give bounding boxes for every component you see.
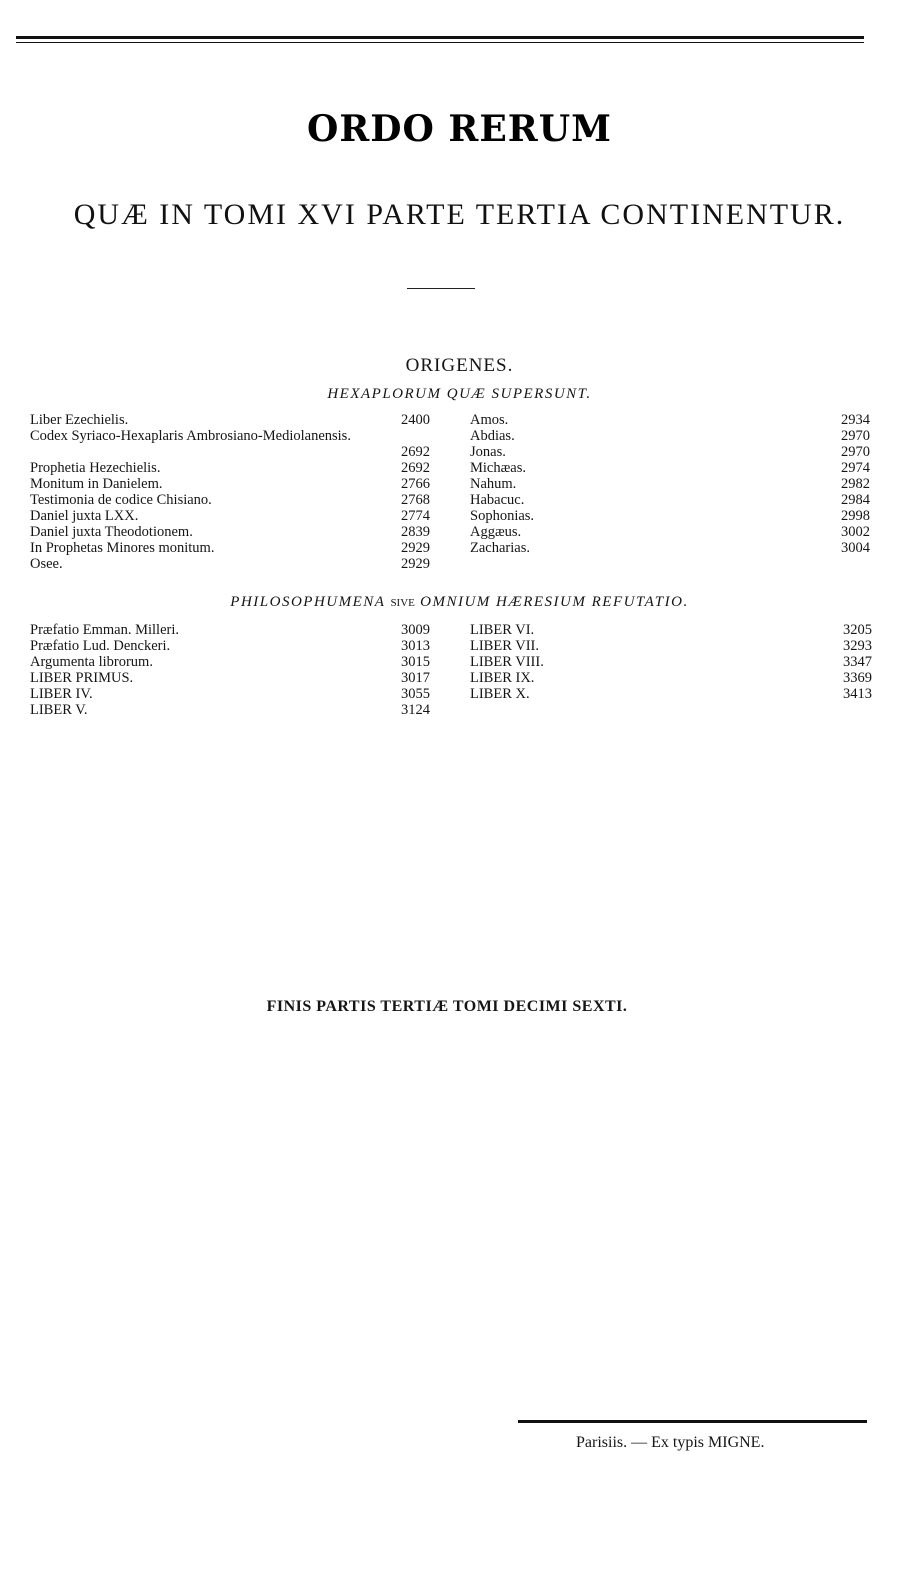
toc-entry[interactable] [30,460,430,476]
entry-label: Amos. [470,412,509,428]
entry-page: 2998 [841,508,870,524]
entry-page: 2982 [841,476,870,492]
entry-label: Testimonia de codice Chisiano. [30,492,212,508]
philosophumena-right-column [470,622,872,702]
entry-label: LIBER IX. [470,670,535,686]
entry-label: Prophetia Hezechielis. [30,460,161,476]
toc-entry[interactable] [30,686,430,702]
entry-label: Daniel juxta Theodotionem. [30,524,193,540]
toc-entry[interactable] [470,412,870,428]
entry-page: 3015 [401,654,430,670]
entry-page: 3369 [843,670,872,686]
heading-part-2: OMNIUM HÆRESIUM REFUTATIO. [420,594,689,610]
entry-label: LIBER VI. [470,622,535,638]
toc-entry[interactable] [30,508,430,524]
toc-entry[interactable] [30,702,430,718]
toc-entry[interactable] [470,654,872,670]
toc-entry[interactable] [30,622,430,638]
entry-page: 3009 [401,622,430,638]
hexapla-left-column [30,412,430,572]
toc-entry[interactable] [470,492,870,508]
toc-entry[interactable] [470,444,870,460]
toc-entry[interactable] [470,460,870,476]
entry-page: 2929 [401,556,430,572]
entry-label: Monitum in Danielem. [30,476,163,492]
entry-label: Abdias. [470,428,515,444]
entry-label: Habacuc. [470,492,525,508]
entry-page: 2774 [401,508,430,524]
entry-page: 3413 [843,686,872,702]
entry-label: LIBER VIII. [470,654,544,670]
entry-page: 3002 [841,524,870,540]
entry-label: Liber Ezechielis. [30,412,129,428]
toc-entry[interactable] [470,524,870,540]
short-divider [407,288,475,289]
entry-page: 2984 [841,492,870,508]
entry-label: LIBER VII. [470,638,540,654]
entry-page: 2970 [841,428,870,444]
toc-entry[interactable] [470,476,870,492]
entry-label: Nahum. [470,476,517,492]
toc-entry[interactable] [30,556,430,572]
toc-entry[interactable] [470,428,870,444]
entry-label: Sophonias. [470,508,535,524]
entry-label: LIBER X. [470,686,530,702]
toc-entry[interactable] [470,686,872,702]
entry-label: Jonas. [470,444,506,460]
entry-label: In Prophetas Minores monitum. [30,540,215,556]
entry-page: 3013 [401,638,430,654]
toc-entry[interactable] [470,670,872,686]
hexapla-section-heading: HEXAPLORUM QUÆ SUPERSUNT. [327,386,592,402]
toc-entry[interactable] [470,638,872,654]
toc-entry[interactable] [30,524,430,540]
toc-entry[interactable] [30,654,430,670]
entry-label: Codex Syriaco-Hexaplaris Ambrosiano-Mediolanensis. [30,428,351,444]
entry-page: 2970 [841,444,870,460]
entry-label: Michæas. [470,460,526,476]
entry-page: 2839 [401,524,430,540]
page-title: ORDO RERUM [307,108,612,150]
entry-label: Præfatio Emman. Milleri. [30,622,180,638]
toc-entry[interactable] [30,670,430,686]
entry-label: LIBER IV. [30,686,93,702]
entry-label: Argumenta librorum. [30,654,153,670]
entry-page: 2934 [841,412,870,428]
entry-page: 3205 [843,622,872,638]
entry-label: Præfatio Lud. Denckeri. [30,638,171,654]
entry-page: 2929 [401,540,430,556]
toc-entry[interactable] [30,492,430,508]
author-heading: ORIGENES. [405,355,514,376]
entry-page: 2768 [401,492,430,508]
page-subtitle: QUÆ IN TOMI XVI PARTE TERTIA CONTINENTUR. [73,198,846,231]
entry-page: 3124 [401,702,430,718]
printer-imprint: Parisiis. — Ex typis MIGNE. [576,1434,765,1451]
entry-page: 3004 [841,540,870,556]
entry-page: 2974 [841,460,870,476]
finis-line: FINIS PARTIS TERTIÆ TOMI DECIMI SEXTI. [266,998,628,1015]
entry-page: 3293 [843,638,872,654]
toc-entry[interactable] [470,622,872,638]
entry-label: Aggæus. [470,524,522,540]
toc-entry[interactable] [30,412,430,428]
entry-label: LIBER V. [30,702,88,718]
hexapla-right-column [470,412,870,556]
entry-page: 2692 [401,460,430,476]
entry-label: Daniel juxta LXX. [30,508,139,524]
heading-sive: SIVE [390,597,415,609]
entry-label: LIBER PRIMUS. [30,670,134,686]
toc-entry[interactable] [30,540,430,556]
top-double-rule [16,36,864,43]
entry-page: 3347 [843,654,872,670]
entry-page: 2692 [401,444,430,460]
toc-entry[interactable] [30,428,430,460]
footer-rule [518,1420,867,1423]
entry-page: 2766 [401,476,430,492]
entry-page: 3055 [401,686,430,702]
heading-part-1: PHILOSOPHUMENA [230,594,386,610]
entry-page: 2400 [401,412,430,428]
philosophumena-left-column [30,622,430,718]
toc-entry[interactable] [470,508,870,524]
entry-label: Zacharias. [470,540,530,556]
toc-entry[interactable] [30,476,430,492]
entry-label: Osee. [30,556,63,572]
toc-entry[interactable] [470,540,870,556]
entry-page: 3017 [401,670,430,686]
toc-entry[interactable] [30,638,430,654]
philosophumena-section-heading [0,594,919,611]
